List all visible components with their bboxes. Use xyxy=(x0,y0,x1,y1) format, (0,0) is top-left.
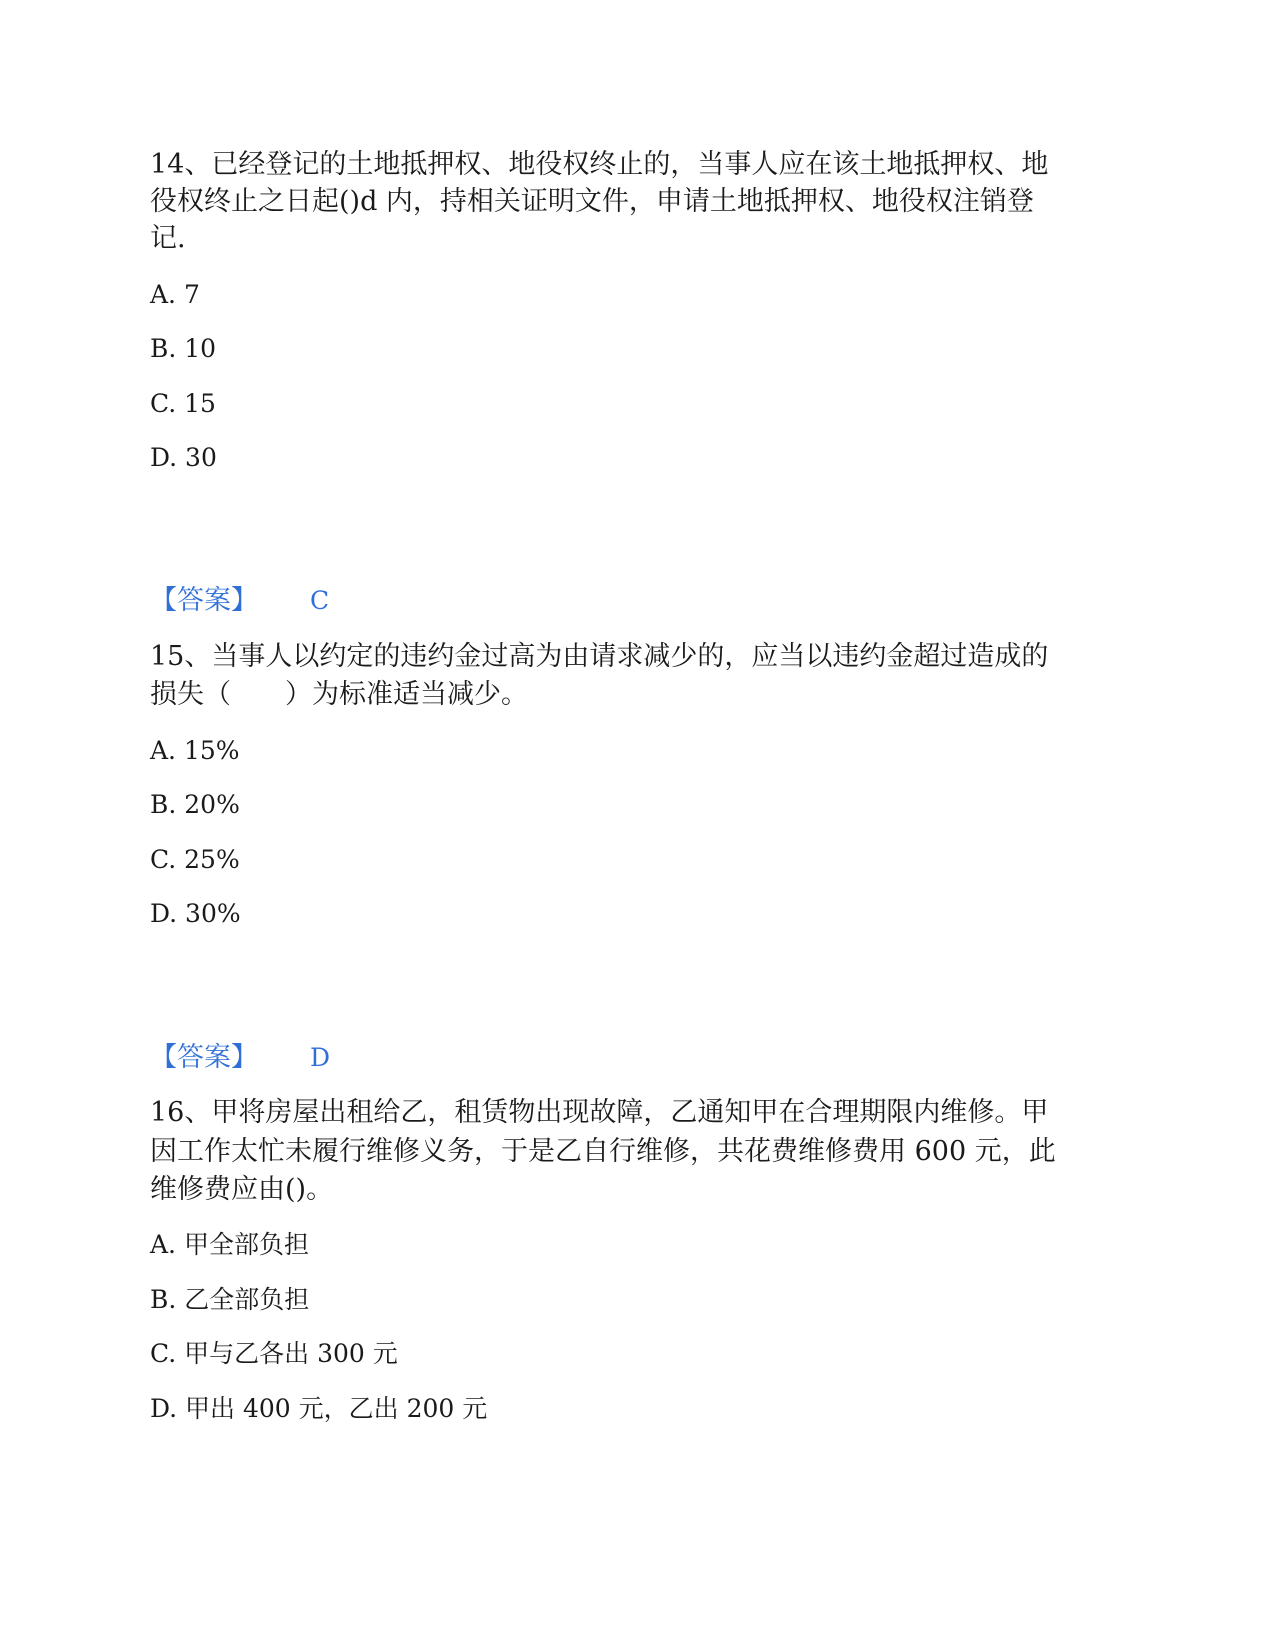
question-16-option-a: A. 甲全部负担 xyxy=(150,1230,309,1259)
question-15-option-b: B. 20% xyxy=(150,790,240,819)
question-14-option-c: C. 15 xyxy=(150,389,216,418)
question-14-option-a: A. 7 xyxy=(150,280,200,309)
question-14-answer xyxy=(150,581,329,621)
question-14-option-b: B. 10 xyxy=(150,334,217,363)
answer-label: 【答案】 xyxy=(150,585,258,616)
answer-value: C xyxy=(310,586,330,615)
question-16-option-d: D. 甲出 400 元，乙出 200 元 xyxy=(150,1394,488,1423)
question-15-option-c: C. 25% xyxy=(150,845,240,874)
question-16-option-b: B. 乙全部负担 xyxy=(150,1285,310,1314)
question-15-answer xyxy=(150,1038,330,1078)
answer-label: 【答案】 xyxy=(150,1042,258,1073)
question-16-option-c: C. 甲与乙各出 300 元 xyxy=(150,1339,398,1368)
question-14-line-3: 记. xyxy=(150,223,186,254)
question-15-option-d: D. 30% xyxy=(150,899,241,928)
answer-value: D xyxy=(310,1043,331,1072)
question-14-line-1: 14、已经登记的土地抵押权、地役权终止的，当事人应在该土地抵押权、地 xyxy=(150,149,1049,180)
question-16-line-3: 维修费应由()。 xyxy=(150,1174,334,1205)
question-16-line-2: 因工作太忙未履行维修义务，于是乙自行维修，共花费维修费用 600 元，此 xyxy=(150,1136,1056,1167)
question-15-line-1: 15、当事人以约定的违约金过高为由请求减少的，应当以违约金超过造成的 xyxy=(150,641,1049,672)
question-15-option-a: A. 15% xyxy=(150,736,240,765)
question-14-line-2: 役权终止之日起()d 内，持相关证明文件，申请土地抵押权、地役权注销登 xyxy=(150,186,1034,217)
question-16-line-1: 16、甲将房屋出租给乙，租赁物出现故障，乙通知甲在合理期限内维修。甲 xyxy=(150,1097,1049,1128)
question-15-line-2: 损失（ ）为标准适当减少。 xyxy=(150,679,528,710)
question-14-option-d: D. 30 xyxy=(150,443,217,472)
